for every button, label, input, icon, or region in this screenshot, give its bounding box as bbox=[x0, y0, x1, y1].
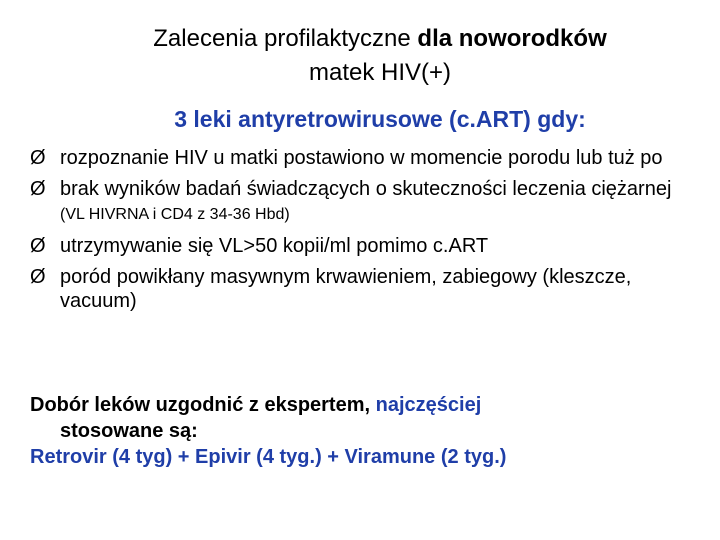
slide-subtitle: 3 leki antyretrowirusowe (c.ART) gdy: bbox=[174, 106, 586, 132]
criteria-list bbox=[30, 146, 700, 320]
choice-highlight: najczęściej bbox=[375, 394, 482, 416]
title-line1-regular: Zalecenia profilaktyczne bbox=[153, 25, 418, 52]
criteria-item-note: (VL HIVRNA i CD4 z 34-36 Hbd) bbox=[60, 206, 290, 223]
drug-choice-note bbox=[30, 392, 700, 470]
choice-lead: Dobór leków uzgodnić z ekspertem, bbox=[30, 394, 376, 416]
criteria-item-text: poród powikłany masywnym krwawieniem, zabiegowy (kleszcze, vacuum) bbox=[60, 266, 632, 312]
title-line1-bold: dla noworodków bbox=[417, 25, 607, 52]
criteria-item bbox=[30, 265, 700, 313]
title-line2: matek HIV(+) bbox=[308, 59, 452, 86]
criteria-item-text: rozpoznanie HIV u matki postawiono w momencie porodu lub tuż po bbox=[60, 147, 663, 169]
criteria-item-text: brak wyników badań świadczących o skuteczności leczenia ciężarnej bbox=[60, 178, 672, 200]
choice-tail: stosowane są: bbox=[60, 420, 198, 442]
drug-regimen: Retrovir (4 tyg) + Epivir (4 tyg.) + Viramune (2 tyg.) bbox=[30, 446, 507, 468]
criteria-item bbox=[30, 177, 700, 227]
arrow-bullet-icon: Ø bbox=[30, 147, 46, 169]
criteria-item bbox=[30, 234, 700, 258]
slide-title bbox=[60, 22, 700, 90]
arrow-bullet-icon: Ø bbox=[30, 235, 46, 257]
arrow-bullet-icon: Ø bbox=[30, 178, 46, 200]
criteria-item bbox=[30, 146, 700, 170]
criteria-item-text: utrzymywanie się VL>50 kopii/ml pomimo c.ART bbox=[60, 235, 489, 257]
arrow-bullet-icon: Ø bbox=[30, 266, 46, 288]
